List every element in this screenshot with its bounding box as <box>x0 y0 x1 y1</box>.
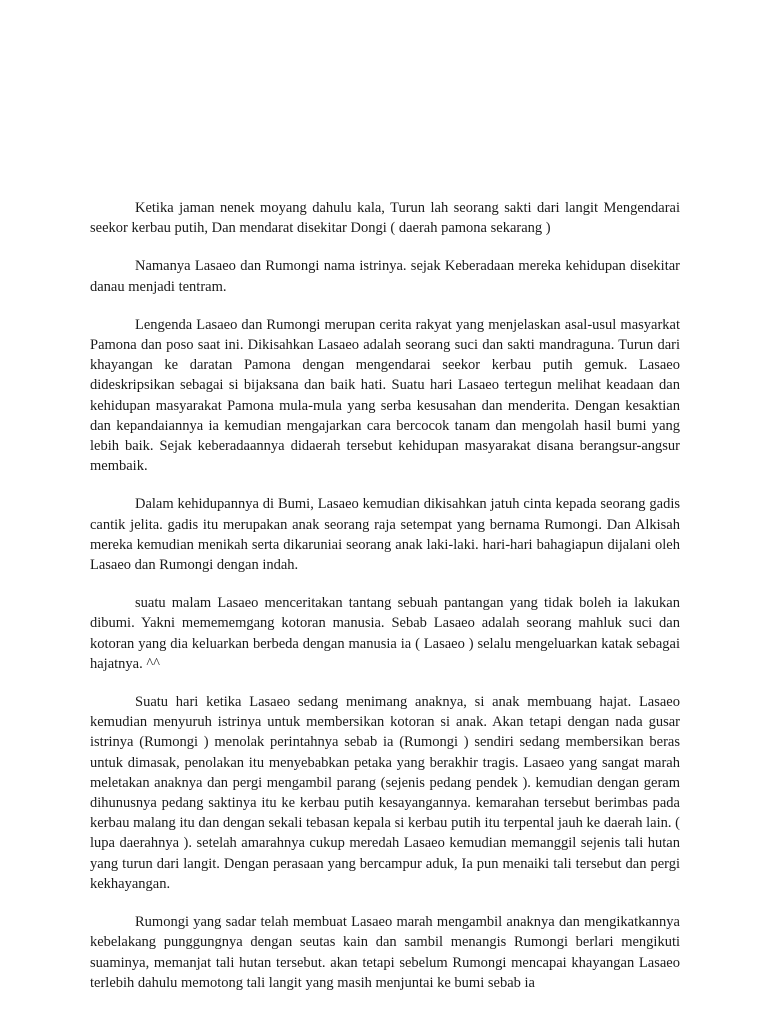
paragraph-3: Lengenda Lasaeo dan Rumongi merupan cerita rakyat yang menjelaskan asal-usul masyarkat Pamona dan poso saat ini. Dikisahkan Lasaeo adalah seorang suci dan sakti mandraguna. Turun dari khayangan ke daratan Pamona dengan mengendarai seekor kerbau putih gemuk. Lasaeo dideskripsikan sebagai si bijaksana dan baik hati. Suatu hari Lasaeo tertegun melihat keadaan dan kehidupan masyarakat Pamona mula-mula yang serba kesusahan dan menderita. Dengan kesaktian dan kepandaiannya ia kemudian mengajarkan cara bercocok tanam dan mengolah hasil bumi yang lebih baik. Sejak keberadaannya didaerah tersebut kehidupan masyarakat disana berangsur-angsur membaik. <box>90 316 680 475</box>
paragraph-6: Suatu hari ketika Lasaeo sedang menimang anaknya, si anak membuang hajat. Lasaeo kemudian menyuruh istrinya untuk membersikan kotoran si anak. Akan tetapi dengan nada gusar istrinya (Rumongi ) menolak perintahnya sebab ia (Rumongi ) sendiri sedang membersikan beras untuk dimasak, penolakan itu menyebabkan petaka yang berakhir tragis. Lasaeo yang sangat marah meletakan anaknya dan pergi mengambil parang (sejenis pedang pendek ). kemudian dengan geram dihunusnya pedang saktinya itu ke kerbau putih kesayangannya. kemarahan tersebut berimbas pada kerbau malang itu dan dengan sekali tebasan kepala si kerbau putih itu terpental jauh ke daerah lain. ( lupa daerahnya ). setelah amarahnya cukup meredah Lasaeo kemudian memanggil sejenis tali hutan yang turun dari langit. Dengan perasaan yang bercampur aduk, Ia pun menaiki tali tersebut dan pergi kekhayangan. <box>90 694 680 892</box>
paragraph-1: Ketika jaman nenek moyang dahulu kala, Turun lah seorang sakti dari langit Mengendarai seekor kerbau putih, Dan mendarat disekitar Dongi ( daerah pamona sekarang ) <box>90 200 680 237</box>
paragraph-7: Rumongi yang sadar telah membuat Lasaeo marah mengambil anaknya dan mengikatkannya kebelakang punggungnya dengan seutas kain dan sambil menangis Rumongi berlari mengikuti suaminya, memanjat tali hutan tersebut. akan tetapi sebelum Rumongi mencapai khayangan Lasaeo terlebih dahulu memotong tali langit yang masih menjuntai ke bumi sebab ia <box>90 914 680 991</box>
paragraph-2: Namanya Lasaeo dan Rumongi nama istrinya. sejak Keberadaan mereka kehidupan disekitar danau menjadi tentram. <box>90 258 680 295</box>
paragraph-4: Dalam kehidupannya di Bumi, Lasaeo kemudian dikisahkan jatuh cinta kepada seorang gadis cantik jelita. gadis itu merupakan anak seorang raja setempat yang bernama Rumongi. Dan Alkisah mereka kemudian menikah serta dikaruniai seorang anak laki-laki. hari-hari bahagiapun dijalani oleh Lasaeo dan Rumongi dengan indah. <box>90 496 680 574</box>
paragraph-5: suatu malam Lasaeo menceritakan tantang sebuah pantangan yang tidak boleh ia lakukan dibumi. Yakni memememgang kotoran manusia. Sebab Lasaeo adalah seorang mahluk suci dan kotoran yang dia keluarkan berbeda dengan manusia ia ( Lasaeo ) selalu mengeluarkan katak sebagai hajatnya. ^^ <box>90 595 680 672</box>
document-page <box>90 198 680 993</box>
